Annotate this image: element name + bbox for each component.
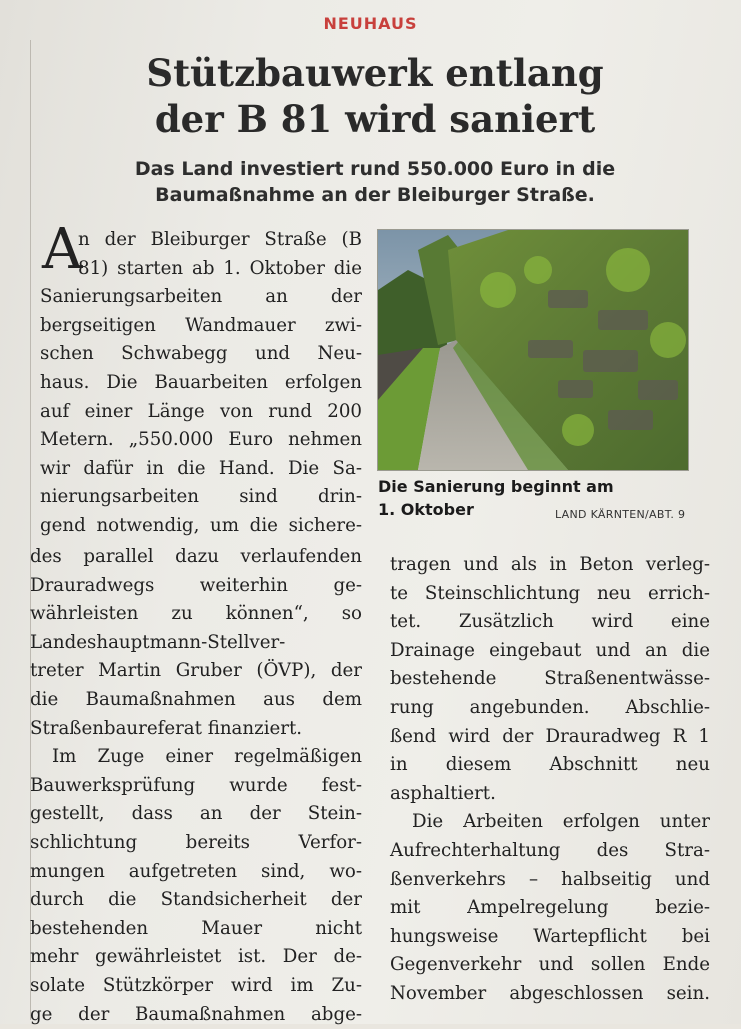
text-line: schen Schwabegg und Neu- xyxy=(40,340,362,369)
text-line: tet. Zusätzlich wird eine xyxy=(390,608,710,637)
text-line: ßend wird der Drauradweg R 1 xyxy=(390,723,710,752)
text-line: schlichtung bereits Verfor- xyxy=(30,829,362,858)
text-line: wir dafür in die Hand. Die Sa- xyxy=(40,455,362,484)
text-line: mehr gewährleistet ist. Der de- xyxy=(30,943,362,972)
text-line: Im Zuge einer regelmäßigen xyxy=(30,743,362,772)
caption-line: Die Sanierung beginnt am xyxy=(378,475,618,498)
text-line: haus. Die Bauarbeiten erfolgen xyxy=(40,369,362,398)
photo-credit: LAND KÄRNTEN/ABT. 9 xyxy=(555,508,695,521)
text-line: Straßenbaureferat finanziert. xyxy=(30,715,362,744)
text-line: Metern. „550.000 Euro nehmen xyxy=(40,426,362,455)
subheadline xyxy=(70,156,680,208)
text-line: asphaltiert. xyxy=(390,780,710,809)
text-line: te Steinschlichtung neu errich- xyxy=(390,580,710,609)
text-line: mungen aufgetreten sind, wo- xyxy=(30,858,362,887)
text-line: ge der Baumaßnahmen abge- xyxy=(30,1001,362,1029)
text-line: treter Martin Gruber (ÖVP), der xyxy=(30,657,362,686)
article-column-2 xyxy=(390,551,710,1009)
text-line: bergseitigen Wandmauer zwi- xyxy=(40,312,362,341)
text-line: n der Bleiburger Straße (B xyxy=(40,226,362,255)
text-line: Bauwerksprüfung wurde fest- xyxy=(30,772,362,801)
text-line: des parallel dazu verlaufenden xyxy=(30,543,362,572)
text-line: Sanierungsarbeiten an der xyxy=(40,283,362,312)
text-line: in diesem Abschnitt neu xyxy=(390,751,710,780)
section-kicker: NEUHAUS xyxy=(0,14,741,33)
text-line: rung angebunden. Abschlie- xyxy=(390,694,710,723)
text-line: bestehenden Mauer nicht xyxy=(30,915,362,944)
headline xyxy=(60,50,690,142)
headline-line: Stützbauwerk entlang xyxy=(60,50,690,96)
text-line: mit Ampelregelung bezie- xyxy=(390,894,710,923)
article-photo xyxy=(377,229,689,471)
headline-line: der B 81 wird saniert xyxy=(60,96,690,142)
text-line: auf einer Länge von rund 200 xyxy=(40,398,362,427)
text-line: solate Stützkörper wird im Zu- xyxy=(30,972,362,1001)
text-line: Drauradwegs weiterhin ge- xyxy=(30,572,362,601)
text-line: tragen und als in Beton verleg- xyxy=(390,551,710,580)
text-line: durch die Standsicherheit der xyxy=(30,886,362,915)
text-line: Die Arbeiten erfolgen unter xyxy=(390,808,710,837)
text-line: Aufrechterhaltung des Stra- xyxy=(390,837,710,866)
text-line: gend notwendig, um die sichere- xyxy=(40,512,362,541)
text-line: Landeshauptmann-Stellver- xyxy=(30,629,362,658)
text-line: nierungsarbeiten sind drin- xyxy=(40,483,362,512)
subhead-line: Das Land investiert rund 550.000 Euro in die xyxy=(70,156,680,182)
subhead-line: Baumaßnahme an der Bleiburger Straße. xyxy=(70,182,680,208)
article-column-1-top xyxy=(40,226,362,541)
text-line: gestellt, dass an der Stein- xyxy=(30,800,362,829)
article-column-1-bottom xyxy=(30,543,362,1029)
roadside-retaining-wall-image xyxy=(378,230,688,470)
text-line: währleisten zu können“, so xyxy=(30,600,362,629)
text-line: November abgeschlossen sein. xyxy=(390,980,710,1009)
text-line: bestehende Straßenentwässe- xyxy=(390,665,710,694)
text-line: ßenverkehrs – halbseitig und xyxy=(390,866,710,895)
text-line: die Baumaßnahmen aus dem xyxy=(30,686,362,715)
drop-cap: A xyxy=(42,222,82,278)
text-line: 81) starten ab 1. Oktober die xyxy=(40,255,362,284)
caption-line: 1. Oktober xyxy=(378,498,618,521)
text-line: Drainage eingebaut und an die xyxy=(390,637,710,666)
text-line: hungsweise Wartepflicht bei xyxy=(390,923,710,952)
text-line: Gegenverkehr und sollen Ende xyxy=(390,951,710,980)
